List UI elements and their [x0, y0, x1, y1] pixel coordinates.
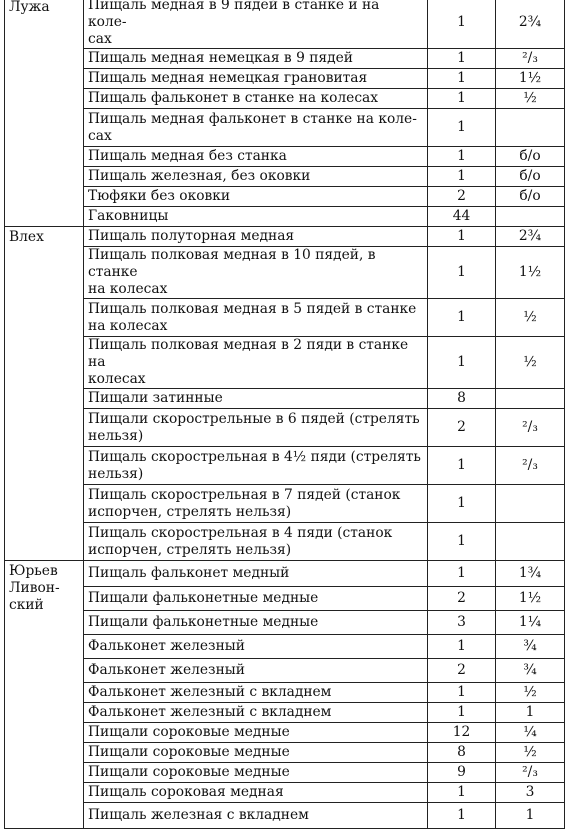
- weapon-name: Пищаль полковая медная в 2 пяди в станке на колесах: [84, 337, 428, 389]
- table-row: [5, 485, 565, 523]
- caliber: б/о: [496, 167, 565, 187]
- caliber: ²/₃: [496, 409, 565, 447]
- city-name: Лужа: [9, 0, 50, 15]
- caliber: 2¾: [496, 227, 565, 247]
- quantity: 1: [428, 561, 496, 587]
- table-row: [5, 187, 565, 207]
- weapon-name: Пищаль фальконет в станке на колесах: [84, 89, 428, 109]
- table-row: [5, 803, 565, 829]
- caliber: ½: [496, 89, 565, 109]
- caliber: [496, 523, 565, 561]
- table-row: [5, 561, 565, 587]
- table-row: [5, 0, 565, 49]
- quantity: 1: [428, 49, 496, 69]
- weapon-name: Фальконет железный: [84, 659, 428, 683]
- table-row: [5, 743, 565, 763]
- quantity: 2: [428, 659, 496, 683]
- weapon-name: Пищали фальконетные медные: [84, 587, 428, 611]
- table-row: [5, 659, 565, 683]
- weapon-name: Пищаль скорострельная в 4½ пяди (стрелять нельзя): [84, 447, 428, 485]
- table-row: [5, 147, 565, 167]
- weapon-name: Пищаль полуторная медная: [84, 227, 428, 247]
- quantity: 1: [428, 299, 496, 337]
- quantity: 2: [428, 587, 496, 611]
- quantity: 8: [428, 389, 496, 409]
- table-row: [5, 447, 565, 485]
- caliber: 1½: [496, 247, 565, 299]
- caliber: 3: [496, 783, 565, 803]
- quantity: 8: [428, 743, 496, 763]
- table-row: [5, 703, 565, 723]
- caliber: ¾: [496, 635, 565, 659]
- quantity: 1: [428, 109, 496, 147]
- table-row: [5, 611, 565, 635]
- table-row: [5, 167, 565, 187]
- table-row: [5, 49, 565, 69]
- caliber: 1¾: [496, 561, 565, 587]
- caliber: ¾: [496, 659, 565, 683]
- weapon-name: Пищаль железная, без оковки: [84, 167, 428, 187]
- caliber: ²/₃: [496, 49, 565, 69]
- table-row: [5, 89, 565, 109]
- weapon-name: Фальконет железный: [84, 635, 428, 659]
- table-row: [5, 523, 565, 561]
- weapon-name: Пищали сороковые медные: [84, 743, 428, 763]
- weapon-name: Пищаль скорострельная в 4 пяди (станок испорчен, стрелять нельзя): [84, 523, 428, 561]
- quantity: 12: [428, 723, 496, 743]
- table-row: [5, 723, 565, 743]
- quantity: 1: [428, 167, 496, 187]
- caliber: 1¼: [496, 611, 565, 635]
- quantity: 1: [428, 803, 496, 829]
- quantity: 1: [428, 247, 496, 299]
- weapon-name: Пищаль медная немецкая гранoвитая: [84, 69, 428, 89]
- weapon-name: Пищаль медная немецкая в 9 пядей: [84, 49, 428, 69]
- city-cell: [5, 227, 84, 561]
- caliber: 1: [496, 803, 565, 829]
- weapon-name: Тюфяки без оковки: [84, 187, 428, 207]
- caliber: 1: [496, 703, 565, 723]
- table-row: [5, 109, 565, 147]
- city-cell: [5, 0, 84, 227]
- table-row: [5, 389, 565, 409]
- quantity: 1: [428, 635, 496, 659]
- quantity: 1: [428, 523, 496, 561]
- caliber: ½: [496, 299, 565, 337]
- quantity: 2: [428, 187, 496, 207]
- caliber: [496, 485, 565, 523]
- quantity: 1: [428, 227, 496, 247]
- caliber: 2¾: [496, 0, 565, 49]
- quantity: 1: [428, 447, 496, 485]
- table-row: [5, 635, 565, 659]
- city-cell: [5, 561, 84, 829]
- caliber: [496, 207, 565, 227]
- quantity: 1: [428, 147, 496, 167]
- weapon-name: Пищали скорострельные в 6 пядей (стрелять нельзя): [84, 409, 428, 447]
- quantity: 1: [428, 89, 496, 109]
- weapon-name: Пищали затинные: [84, 389, 428, 409]
- city-name: Юрьев Ливон- ский: [9, 563, 60, 613]
- weapon-name: Гаковницы: [84, 207, 428, 227]
- quantity: 1: [428, 0, 496, 49]
- caliber: [496, 109, 565, 147]
- table-row: [5, 69, 565, 89]
- weapon-name: Пищаль скорострельная в 7 пядей (станок испорчен, стрелять нельзя): [84, 485, 428, 523]
- quantity: 1: [428, 683, 496, 703]
- weapon-name: Пищаль медная фальконет в станке на коле- сах: [84, 109, 428, 147]
- quantity: 1: [428, 337, 496, 389]
- caliber: 1½: [496, 69, 565, 89]
- city-name: Влех: [9, 229, 44, 245]
- table-row: [5, 207, 565, 227]
- weapon-name: Пищаль полковая медная в 10 пядей, в станке на колесах: [84, 247, 428, 299]
- quantity: 1: [428, 703, 496, 723]
- table-row: [5, 587, 565, 611]
- weapon-name: Пищаль полковая медная в 5 пядей в станке на колесах: [84, 299, 428, 337]
- table-row: [5, 337, 565, 389]
- weapon-name: Фальконет железный с вкладнем: [84, 703, 428, 723]
- quantity: 9: [428, 763, 496, 783]
- caliber: ¼: [496, 723, 565, 743]
- quantity: 44: [428, 207, 496, 227]
- caliber: ²/₃: [496, 447, 565, 485]
- caliber: ½: [496, 743, 565, 763]
- weapon-name: Фальконет железный с вкладнем: [84, 683, 428, 703]
- table-row: [5, 247, 565, 299]
- weapon-name: Пищали фальконетные медные: [84, 611, 428, 635]
- weapon-name: Пищали сороковые медные: [84, 763, 428, 783]
- quantity: 2: [428, 409, 496, 447]
- weapon-name: Пищаль медная в 9 пядей в станке и на коле- сах: [84, 0, 428, 49]
- quantity: 1: [428, 485, 496, 523]
- weapon-name: Пищаль сороковая медная: [84, 783, 428, 803]
- caliber: б/о: [496, 187, 565, 207]
- caliber: [496, 389, 565, 409]
- caliber: ½: [496, 683, 565, 703]
- table-row: [5, 763, 565, 783]
- weapon-name: Пищаль железная с вкладнем: [84, 803, 428, 829]
- table-row: [5, 227, 565, 247]
- artillery-inventory-table: [4, 0, 565, 829]
- table-row: [5, 409, 565, 447]
- weapon-name: Пищаль фальконет медный: [84, 561, 428, 587]
- weapon-name: Пищали сороковые медные: [84, 723, 428, 743]
- caliber: ²/₃: [496, 763, 565, 783]
- caliber: б/о: [496, 147, 565, 167]
- caliber: 1½: [496, 587, 565, 611]
- table-row: [5, 299, 565, 337]
- table-body: [5, 0, 565, 829]
- table-row: [5, 683, 565, 703]
- quantity: 1: [428, 69, 496, 89]
- quantity: 1: [428, 783, 496, 803]
- weapon-name: Пищаль медная без станка: [84, 147, 428, 167]
- quantity: 3: [428, 611, 496, 635]
- caliber: ½: [496, 337, 565, 389]
